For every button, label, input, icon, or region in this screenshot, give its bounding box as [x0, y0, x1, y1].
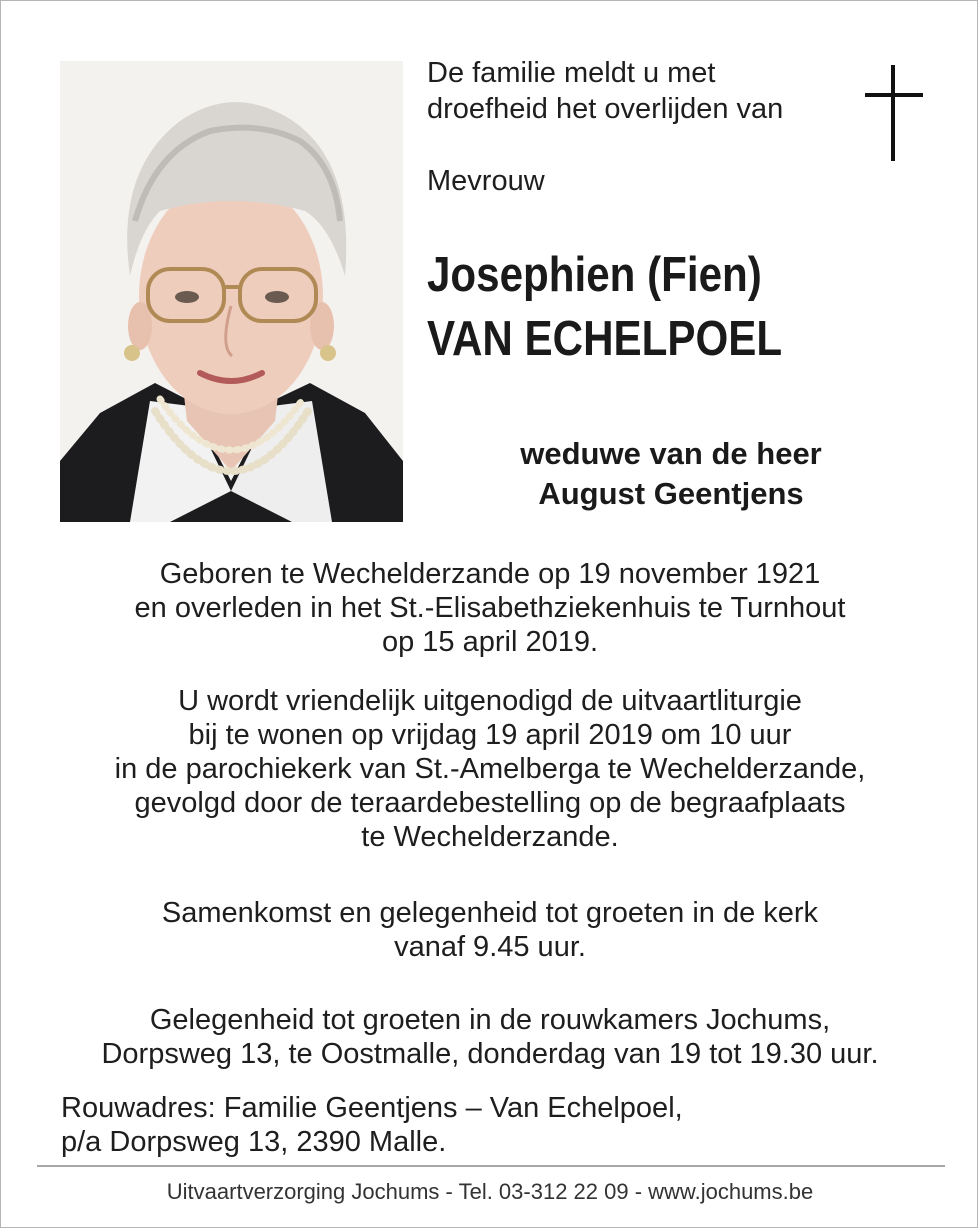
last-name: VAN ECHELPOEL [427, 312, 783, 366]
footer-divider [37, 1165, 945, 1167]
portrait-photo [60, 61, 403, 522]
viewing-info [1, 1003, 979, 1071]
funeral-info [1, 684, 979, 854]
widow-of [471, 434, 871, 514]
text-line: gevolgd door de teraardebestelling op de begraafplaats [134, 787, 846, 819]
birth-death-info [1, 557, 979, 659]
intro-line: De familie meldt u met [427, 57, 716, 89]
text-line: p/a Dorpsweg 13, 2390 Malle. [61, 1126, 447, 1158]
text-line: te Wechelderzande. [361, 821, 619, 853]
intro-text [427, 55, 857, 127]
text-line: Samenkomst en gelegenheid tot groeten in de kerk [161, 897, 819, 929]
mourning-address [61, 1091, 921, 1159]
text-line: Gelegenheid tot groeten in de rouwkamers Jochums, [149, 1004, 831, 1036]
deceased-name [427, 243, 874, 371]
text-line: U wordt vriendelijk uitgenodigd de uitvaartliturgie [178, 685, 802, 717]
gathering-info [1, 896, 979, 964]
text-line: op 15 april 2019. [381, 626, 599, 658]
honorific: Mevrouw [427, 165, 545, 197]
intro-line: droefheid het overlijden van [427, 93, 784, 125]
text-line: Geboren te Wechelderzande op 19 november 1921 [159, 558, 821, 590]
text-line: Rouwadres: Familie Geentjens – Van Echelpoel, [61, 1092, 683, 1124]
widow-line: weduwe van de heer [520, 436, 822, 471]
text-line: bij te wonen op vrijdag 19 april 2019 om 10 uur [188, 719, 792, 751]
cross-icon [865, 65, 923, 161]
portrait-illustration [60, 61, 403, 522]
text-line: Dorpsweg 13, te Oostmalle, donderdag van 19 tot 19.30 uur. [101, 1038, 879, 1070]
spouse-name: August Geentjens [538, 476, 804, 511]
first-name: Josephien (Fien) [427, 248, 762, 302]
footer-contact: Uitvaartverzorging Jochums - Tel. 03-312 22 09 - www.jochums.be [166, 1179, 814, 1204]
text-line: vanaf 9.45 uur. [394, 931, 586, 963]
text-line: en overleden in het St.-Elisabethziekenhuis te Turnhout [134, 592, 846, 624]
text-line: in de parochiekerk van St.-Amelberga te Wechelderzande, [114, 753, 866, 785]
